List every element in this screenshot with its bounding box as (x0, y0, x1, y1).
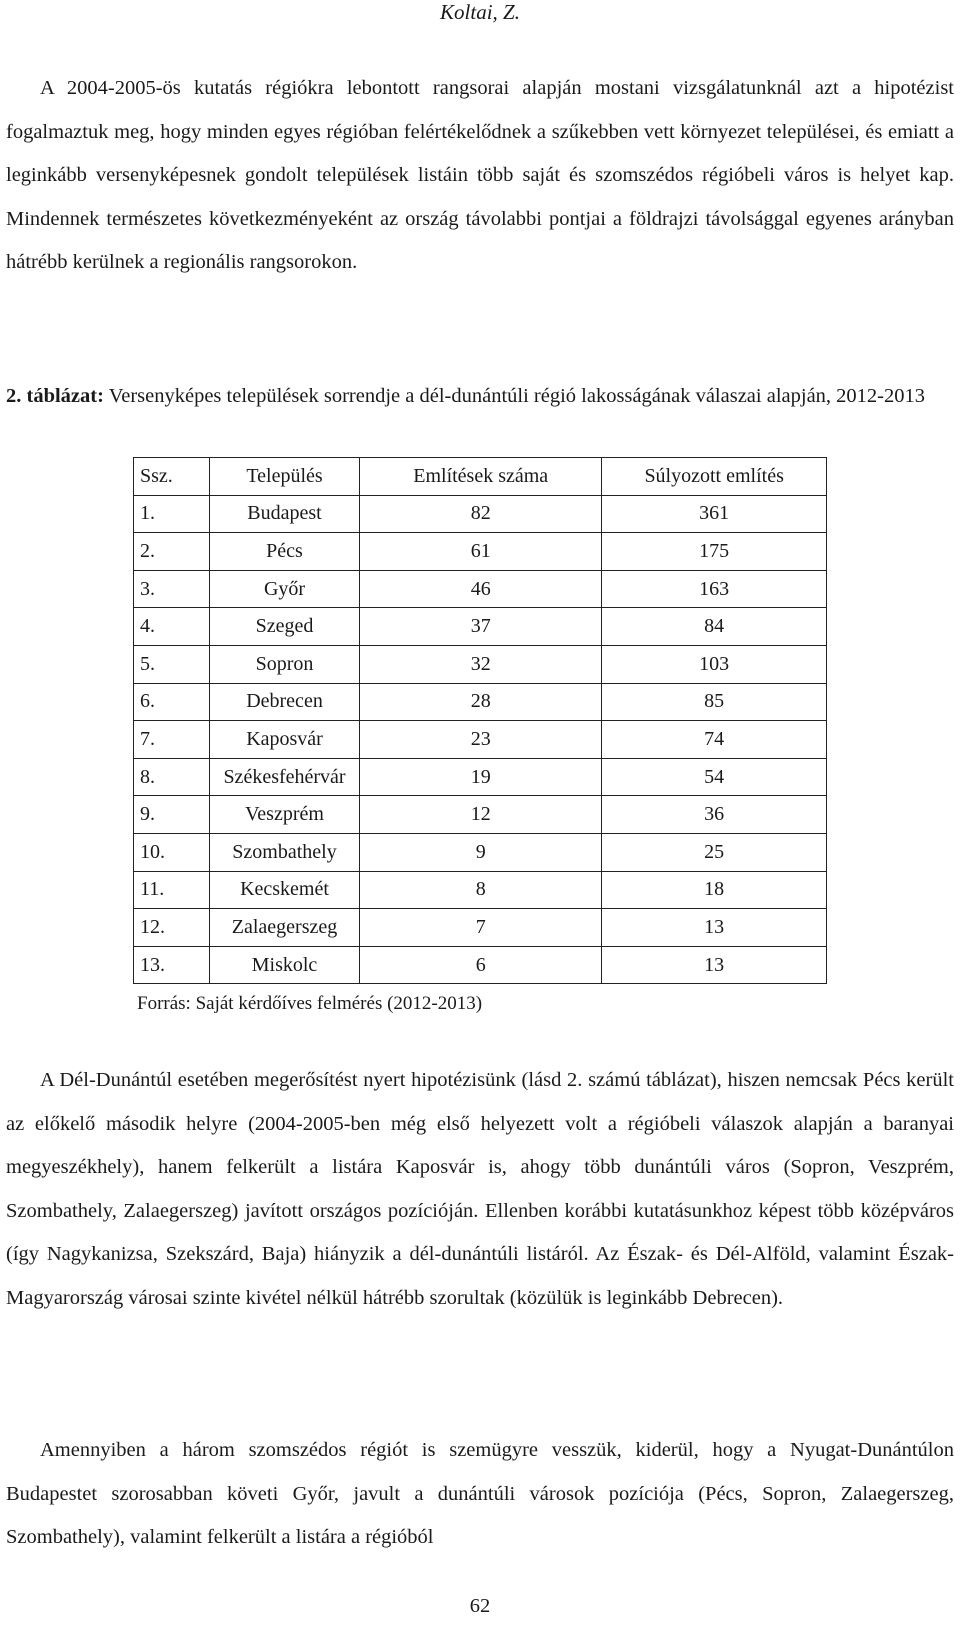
cell-mentions: 9 (360, 833, 602, 871)
cell-ssz: 2. (134, 533, 210, 571)
cell-settlement: Szeged (209, 608, 359, 646)
cell-weighted-mentions: 84 (602, 608, 827, 646)
cell-mentions: 23 (360, 721, 602, 759)
cell-weighted-mentions: 74 (602, 721, 827, 759)
table-body (134, 495, 827, 984)
cell-mentions: 82 (360, 495, 602, 533)
cell-weighted-mentions: 25 (602, 833, 827, 871)
cell-ssz: 3. (134, 570, 210, 608)
table-caption (6, 382, 954, 411)
table-row (134, 645, 827, 683)
cell-settlement: Zalaegerszeg (209, 909, 359, 947)
header-ssz: Ssz. (134, 458, 210, 496)
header-mentions: Említések száma (360, 458, 602, 496)
cell-settlement: Debrecen (209, 683, 359, 721)
body-paragraph-3: Amennyiben a három szomszédos régiót is szemügyre vesszük, kiderül, hogy a Nyugat-Dunántúlon Budapestet szorosabban követi Győr, javult a dunántúli városok pozíciója (Pécs, Sopron, Zalaegerszeg, Szombathely), valamint felkerült a listára a régióból (6, 1439, 954, 1548)
cell-mentions: 46 (360, 570, 602, 608)
cell-weighted-mentions: 103 (602, 645, 827, 683)
table-row (134, 833, 827, 871)
cell-weighted-mentions: 13 (602, 946, 827, 984)
cell-mentions: 8 (360, 871, 602, 909)
cell-weighted-mentions: 18 (602, 871, 827, 909)
cell-settlement: Szombathely (209, 833, 359, 871)
cell-mentions: 32 (360, 645, 602, 683)
body-paragraph-2: A Dél-Dunántúl esetében megerősítést nyert hipotézisünk (lásd 2. számú táblázat), hiszen nemcsak Pécs került az előkelő második helyre (2004-2005-ben még első helyezett volt a régióbeli válaszok alapján a baranyai megyeszékhely), hanem felkerült a listára Kaposvár is, ahogy több dunántúli város (Sopron, Veszprém, Szombathely, Zalaegerszeg) javított országos pozícióján. Ellenben korábbi kutatásunkhoz képest több középváros (így Nagykanizsa, Szekszárd, Baja) hiányzik a dél-dunántúli listáról. Az Észak- és Dél-Alföld, valamint Észak-Magyarország városai szinte kivétel nélkül hátrébb szorultak (közülük is leginkább Debrecen). (6, 1069, 954, 1309)
cell-settlement: Budapest (209, 495, 359, 533)
cell-ssz: 9. (134, 796, 210, 834)
cell-mentions: 12 (360, 796, 602, 834)
header-weighted-mentions: Súlyozott említés (602, 458, 827, 496)
cell-settlement: Győr (209, 570, 359, 608)
table-row (134, 871, 827, 909)
page-number: 62 (469, 1595, 491, 1617)
cell-settlement: Veszprém (209, 796, 359, 834)
cell-settlement: Kecskemét (209, 871, 359, 909)
table-caption-label: 2. táblázat: (6, 385, 104, 407)
cell-mentions: 28 (360, 683, 602, 721)
cell-weighted-mentions: 13 (602, 909, 827, 947)
table-row (134, 721, 827, 759)
cell-ssz: 12. (134, 909, 210, 947)
cell-ssz: 7. (134, 721, 210, 759)
table-row (134, 533, 827, 571)
table-row (134, 608, 827, 646)
cell-ssz: 6. (134, 683, 210, 721)
cell-ssz: 8. (134, 758, 210, 796)
table-row (134, 796, 827, 834)
cell-mentions: 37 (360, 608, 602, 646)
body-paragraph-1: A 2004-2005-ös kutatás régiókra lebontott rangsorai alapján mostani vizsgálatunknál azt a hipotézist fogalmaztuk meg, hogy minden egyes régióban felértékelődnek a szűkebben vett környezet települései, és emiatt a leginkább versenyképesnek gondolt települések listáin több saját és szomszédos régióbeli város is helyet kap. Mindennek természetes következményeként az ország távolabbi pontjai a földrajzi távolsággal egyenes arányban hátrébb kerülnek a regionális rangsorokon. (6, 77, 954, 273)
cell-mentions: 61 (360, 533, 602, 571)
cell-settlement: Kaposvár (209, 721, 359, 759)
table-header-row (134, 458, 827, 496)
cell-ssz: 13. (134, 946, 210, 984)
table-row (134, 758, 827, 796)
cell-ssz: 11. (134, 871, 210, 909)
cell-settlement: Pécs (209, 533, 359, 571)
table-row (134, 570, 827, 608)
cell-settlement: Sopron (209, 645, 359, 683)
header-settlement: Település (209, 458, 359, 496)
cell-ssz: 4. (134, 608, 210, 646)
cell-ssz: 5. (134, 645, 210, 683)
cell-ssz: 1. (134, 495, 210, 533)
cell-ssz: 10. (134, 833, 210, 871)
table-row (134, 909, 827, 947)
table-row (134, 495, 827, 533)
cell-weighted-mentions: 85 (602, 683, 827, 721)
cell-mentions: 6 (360, 946, 602, 984)
table-caption-text: Versenyképes települések sorrendje a dél-dunántúli régió lakosságának válaszai alapján, 2012-2013 (103, 385, 925, 407)
cell-settlement: Miskolc (209, 946, 359, 984)
table-source-note: Forrás: Saját kérdőíves felmérés (2012-2013) (137, 993, 483, 1014)
table-row (134, 946, 827, 984)
cell-weighted-mentions: 163 (602, 570, 827, 608)
cell-mentions: 7 (360, 909, 602, 947)
table-row (134, 683, 827, 721)
cell-mentions: 19 (360, 758, 602, 796)
settlement-ranking-table (133, 457, 827, 984)
cell-settlement: Székesfehérvár (209, 758, 359, 796)
cell-weighted-mentions: 361 (602, 495, 827, 533)
cell-weighted-mentions: 175 (602, 533, 827, 571)
running-head: Koltai, Z. (440, 0, 520, 24)
cell-weighted-mentions: 36 (602, 796, 827, 834)
cell-weighted-mentions: 54 (602, 758, 827, 796)
